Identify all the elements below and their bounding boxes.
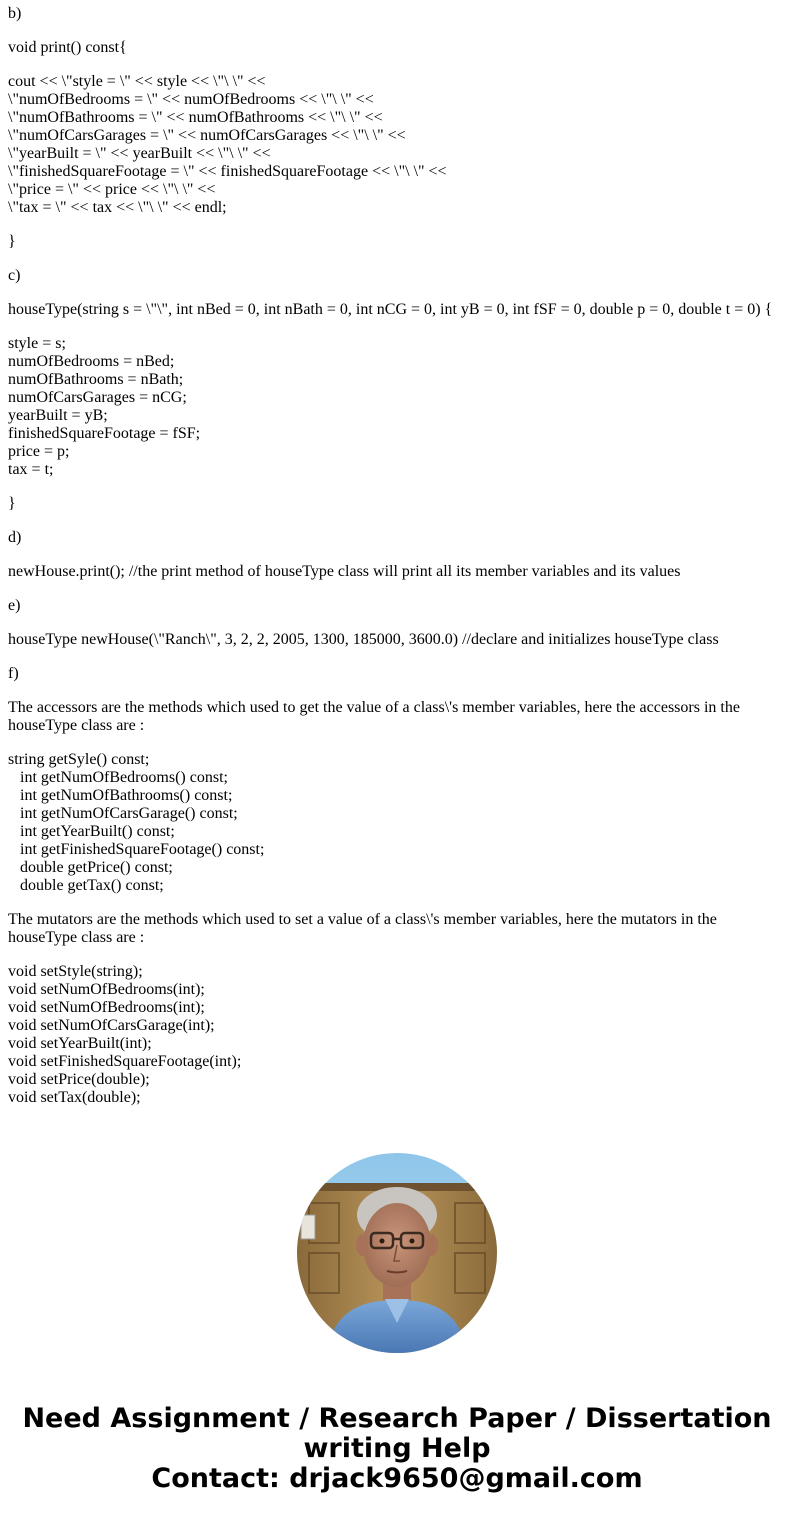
code-line: \"tax = \" << tax << \"\ \" << endl; bbox=[8, 199, 227, 216]
code-line: \"numOfCarsGarages = \" << numOfCarsGarages << \"\ \" << bbox=[8, 127, 406, 144]
footer-line-1: Need Assignment / Research Paper / Dissertation bbox=[22, 1403, 772, 1434]
author-avatar bbox=[297, 1153, 497, 1353]
code-line: \"yearBuilt = \" << yearBuilt << \"\ \" << bbox=[8, 145, 271, 162]
mutator-line: void setPrice(double); bbox=[8, 1071, 150, 1088]
section-c-closing: } bbox=[8, 495, 16, 512]
mutators-intro: The mutators are the methods which used to set a value of a class\'s member variables, here the mutators in the houseType class are : bbox=[8, 911, 717, 946]
code-line: \"finishedSquareFootage = \" << finishedSquareFootage << \"\ \" << bbox=[8, 163, 447, 180]
section-b-label: b) bbox=[8, 5, 22, 22]
author-portrait-image bbox=[297, 1153, 497, 1353]
footer-line-2: writing Help bbox=[303, 1433, 491, 1464]
mutator-line: void setNumOfCarsGarage(int); bbox=[8, 1017, 215, 1034]
mutator-line: void setTax(double); bbox=[8, 1089, 141, 1106]
document-body bbox=[8, 5, 788, 1123]
code-line: \"price = \" << price << \"\ \" << bbox=[8, 181, 216, 198]
section-d-text: newHouse.print(); //the print method of houseType class will print all its member variables and its values bbox=[8, 563, 681, 580]
accessor-line: int getNumOfCarsGarage() const; bbox=[8, 805, 238, 822]
mutator-line: void setNumOfBedrooms(int); bbox=[8, 981, 205, 998]
accessor-line: string getSyle() const; bbox=[8, 751, 150, 768]
mutator-line: void setFinishedSquareFootage(int); bbox=[8, 1053, 242, 1070]
accessor-line: int getNumOfBathrooms() const; bbox=[8, 787, 233, 804]
mutators-list bbox=[8, 963, 788, 1107]
promo-footer bbox=[0, 1404, 794, 1494]
code-line: style = s; bbox=[8, 335, 66, 352]
section-c-header: houseType(string s = \"\", int nBed = 0, int nBath = 0, int nCG = 0, int yB = 0, int fSF = 0, double p = 0, double t = 0) { bbox=[8, 301, 773, 318]
accessor-line: int getNumOfBedrooms() const; bbox=[8, 769, 228, 786]
section-c-label: c) bbox=[8, 267, 21, 284]
mutator-line: void setYearBuilt(int); bbox=[8, 1035, 152, 1052]
mutator-line: void setNumOfBedrooms(int); bbox=[8, 999, 205, 1016]
accessor-line: double getTax() const; bbox=[8, 877, 164, 894]
accessors-intro: The accessors are the methods which used to get the value of a class\'s member variables, here the accessors in the houseType class are : bbox=[8, 699, 740, 734]
accessor-line: int getYearBuilt() const; bbox=[8, 823, 175, 840]
section-e-text: houseType newHouse(\"Ranch\", 3, 2, 2, 2005, 1300, 185000, 3600.0) //declare and initializes houseType class bbox=[8, 631, 719, 648]
code-line: \"numOfBathrooms = \" << numOfBathrooms << \"\ \" << bbox=[8, 109, 383, 126]
section-b-header: void print() const{ bbox=[8, 39, 127, 56]
section-b-code bbox=[8, 73, 788, 217]
code-line: numOfCarsGarages = nCG; bbox=[8, 389, 187, 406]
section-c-code bbox=[8, 335, 788, 479]
mutator-line: void setStyle(string); bbox=[8, 963, 143, 980]
section-b-closing: } bbox=[8, 233, 16, 250]
accessor-line: double getPrice() const; bbox=[8, 859, 173, 876]
code-line: price = p; bbox=[8, 443, 70, 460]
section-f-label: f) bbox=[8, 665, 19, 682]
code-line: cout << \"style = \" << style << \"\ \" << bbox=[8, 73, 266, 90]
code-line: tax = t; bbox=[8, 461, 54, 478]
code-line: numOfBathrooms = nBath; bbox=[8, 371, 184, 388]
section-e-label: e) bbox=[8, 597, 21, 614]
accessors-list bbox=[8, 751, 788, 895]
footer-contact: Contact: drjack9650@gmail.com bbox=[151, 1463, 643, 1494]
code-line: \"numOfBedrooms = \" << numOfBedrooms << \"\ \" << bbox=[8, 91, 374, 108]
code-line: numOfBedrooms = nBed; bbox=[8, 353, 175, 370]
accessor-line: int getFinishedSquareFootage() const; bbox=[8, 841, 265, 858]
code-line: finishedSquareFootage = fSF; bbox=[8, 425, 201, 442]
section-d-label: d) bbox=[8, 529, 22, 546]
code-line: yearBuilt = yB; bbox=[8, 407, 108, 424]
